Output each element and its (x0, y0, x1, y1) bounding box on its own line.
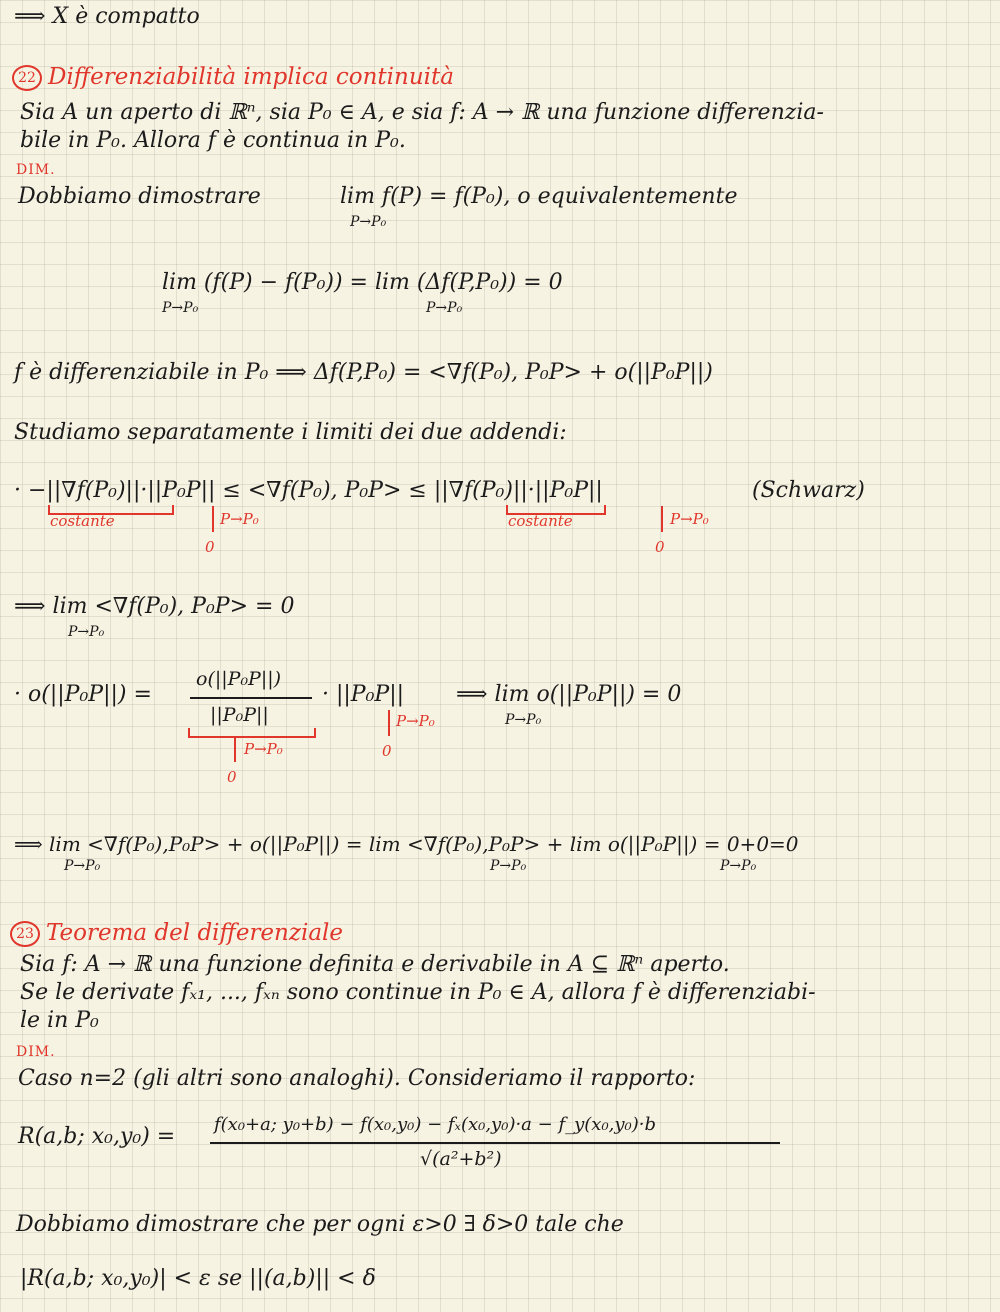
s22-little-o-denominator: ||P₀P|| (210, 704, 269, 726)
s22-study-limits: Studiamo separatamente i limiti dei due addendi: (14, 420, 567, 445)
arrow-down-icon (661, 506, 663, 532)
s23-ratio-numerator: f(x₀+a; y₀+b) − f(x₀,y₀) − fₓ(x₀,y₀)·a − f_y(x₀,y₀)·b (214, 1114, 657, 1135)
zero-label-3: 0 (227, 768, 237, 786)
tends-label-2: P→P₀ (670, 510, 709, 528)
s22-proof-line1-sub: P→P₀ (350, 214, 387, 230)
arrow-down-icon (234, 738, 236, 762)
fraction-bar (190, 697, 312, 699)
s22-statement-line2: bile in P₀. Allora f è continua in P₀. (20, 128, 406, 153)
s22-little-o-numerator: o(||P₀P||) (196, 668, 282, 690)
s22-first-limit-sub: P→P₀ (68, 624, 105, 640)
s23-statement-line3: le in P₀ (20, 1008, 99, 1033)
s23-statement-line2: Se le derivate fₓ₁, ..., fₓₙ sono continue in P₀ ∈ A, allora f è differenziabi- (20, 980, 816, 1005)
bracket-denominator (188, 728, 316, 738)
s23-statement-line1: Sia f: A → ℝ una funzione definita e derivabile in A ⊆ ℝⁿ aperto. (20, 952, 730, 977)
s22-proof-line1a: Dobbiamo dimostrare (18, 184, 261, 209)
section-22-title: Differenziabilità implica continuità (48, 64, 454, 90)
s22-schwarz-inequality: · −||∇f(P₀)||·||P₀P|| ≤ <∇f(P₀), P₀P> ≤ ||∇f(P₀)||·||P₀P|| (14, 478, 603, 503)
arrow-down-icon (212, 506, 214, 532)
prev-conclusion: ⟹ X è compatto (14, 4, 200, 29)
tends-label-1: P→P₀ (220, 510, 259, 528)
section-22-heading (12, 64, 454, 91)
s22-proof-line1b: lim f(P) = f(P₀), o equivalentemente (340, 184, 738, 209)
s22-conclusion-sub1: P→P₀ (64, 858, 101, 874)
zero-label-1: 0 (205, 538, 215, 556)
s23-dim-label: DIM. (16, 1044, 56, 1060)
section-number-23: 23 (10, 921, 40, 947)
s23-case-n2: Caso n=2 (gli altri sono analoghi). Consideriamo il rapporto: (18, 1066, 696, 1091)
tends-label-3: P→P₀ (244, 740, 283, 758)
arrow-down-icon (388, 710, 390, 736)
s22-little-o-lhs: · o(||P₀P||) = (14, 682, 152, 707)
section-23-heading (10, 920, 343, 947)
s22-conclusion-sub2: P→P₀ (490, 858, 527, 874)
s22-first-limit-zero: ⟹ lim <∇f(P₀), P₀P> = 0 (14, 594, 295, 619)
s22-conclusion: ⟹ lim <∇f(P₀),P₀P> + o(||P₀P||) = lim <∇f(P₀),P₀P> + lim o(||P₀P||) = 0+0=0 (14, 832, 799, 856)
s23-epsilon-delta: Dobbiamo dimostrare che per ogni ε>0 ∃ δ>0 tale che (16, 1212, 624, 1237)
costante-label-right: costante (508, 512, 573, 530)
s22-little-o-limit: ⟹ lim o(||P₀P||) = 0 (456, 682, 682, 707)
costante-label-left: costante (50, 512, 115, 530)
s22-schwarz-note: (Schwarz) (752, 478, 865, 503)
s23-ratio-lhs: R(a,b; x₀,y₀) = (18, 1124, 176, 1149)
zero-label-2: 0 (655, 538, 665, 556)
s22-differentiable-expansion: f è differenziabile in P₀ ⟹ Δf(P,P₀) = <∇f(P₀), P₀P> + o(||P₀P||) (14, 360, 713, 385)
tends-label-4: P→P₀ (396, 712, 435, 730)
s22-statement-line1: Sia A un aperto di ℝⁿ, sia P₀ ∈ A, e sia f: A → ℝ una funzione differenzia- (20, 100, 824, 125)
s23-condition: |R(a,b; x₀,y₀)| < ε se ||(a,b)|| < δ (20, 1266, 376, 1291)
s22-limit-sub2: P→P₀ (426, 300, 463, 316)
s22-limit-sub1: P→P₀ (162, 300, 199, 316)
s22-limit-equivalent: lim (f(P) − f(P₀)) = lim (Δf(P,P₀)) = 0 (162, 270, 563, 295)
section-number-22: 22 (12, 65, 42, 91)
s22-dim-label: DIM. (16, 162, 56, 178)
s23-ratio-denominator: √(a²+b²) (420, 1148, 502, 1170)
s22-little-o-times: · ||P₀P|| (322, 682, 405, 707)
s22-conclusion-sub3: P→P₀ (720, 858, 757, 874)
ratio-fraction-bar (210, 1142, 780, 1144)
s22-little-o-sub: P→P₀ (505, 712, 542, 728)
section-23-title: Teorema del differenziale (46, 920, 344, 946)
zero-label-4: 0 (382, 742, 392, 760)
